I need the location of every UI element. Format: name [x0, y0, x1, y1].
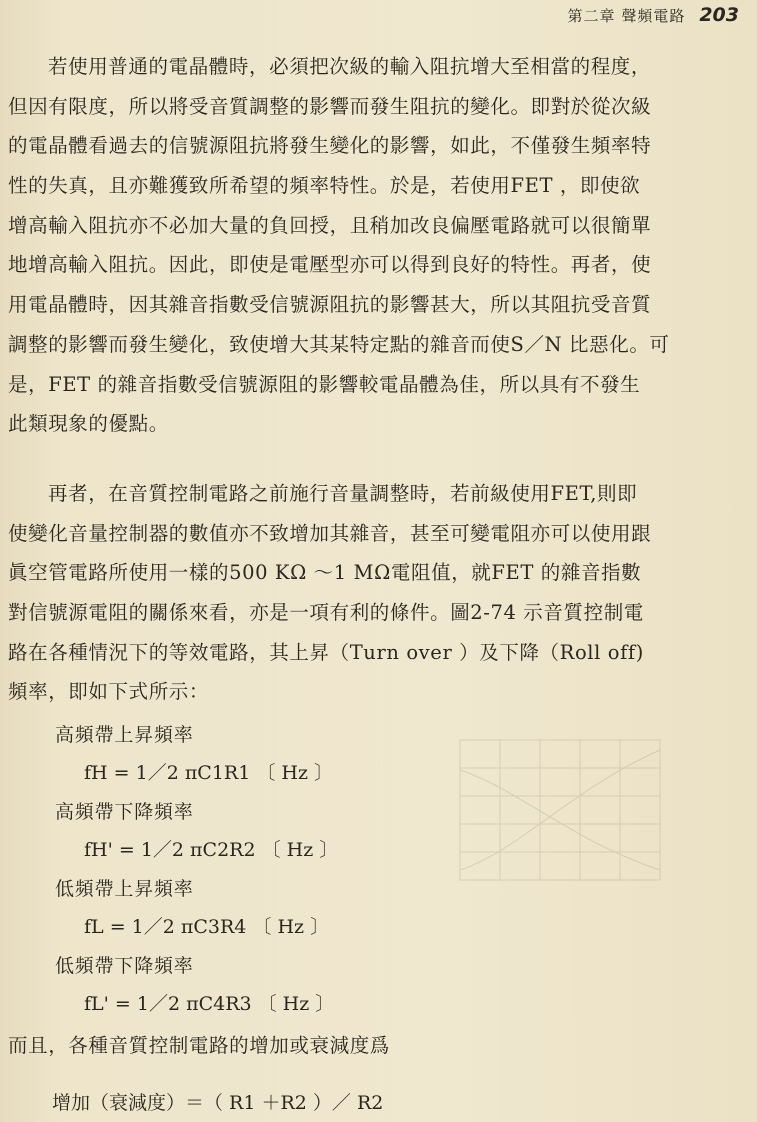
paragraph-2 [8, 474, 752, 712]
text-line: 地增高輸入阻抗。因此，即使是電壓型亦可以得到良好的特性。再者，使 [8, 253, 652, 277]
text-line: 路在各種情況下的等效電路，其上昇（Turn over ）及下降（Roll off) [8, 640, 644, 664]
formula-label-high-fall: 高頻帶下降頻率 [55, 801, 194, 823]
running-header [568, 4, 739, 28]
page-number: 203 [699, 4, 739, 26]
text-line: 的電晶體看過去的信號源阻抗將發生變化的影響，如此，不僅發生頻率特 [8, 134, 652, 158]
formula-label-low-rise: 低頻帶上昇頻率 [55, 878, 194, 900]
formula-high-fall: fH' = 1／2 πC2R2 〔 Hz 〕 [84, 839, 339, 861]
text-line: 對信號源電阻的關係來看，亦是一項有利的條件。圖2-74 示音質控制電 [8, 601, 644, 625]
text-line: 增高輸入阻抗亦不必加大量的負回授，且稍加改良偏壓電路就可以很簡單 [8, 213, 652, 237]
closing-line: 而且，各種音質控制電路的增加或衰減度爲 [8, 1034, 390, 1057]
text-line: 調整的影響而發生變化，致使增大其某特定點的雜音而使S／N 比惡化。可 [8, 332, 670, 356]
formula-label-low-fall: 低頻帶下降頻率 [55, 955, 194, 977]
text-line: 使變化音量控制器的數值亦不致增加其雜音，甚至可變電阻亦可以使用跟 [8, 521, 652, 545]
chapter-title: 第二章 聲頻電路 [567, 7, 686, 25]
paragraph-1 [8, 47, 752, 444]
text-line: 眞空管電路所使用一樣的500 KΩ ～1 MΩ電阻值，就FET 的雜音指數 [8, 561, 642, 585]
text-line: 是，FET 的雜音指數受信號源阻的影響較電晶體為佳，所以具有不發生 [8, 372, 641, 396]
formula-low-fall: fL' = 1／2 πC4R3 〔 Hz 〕 [84, 993, 335, 1015]
show-through-figure [450, 730, 690, 890]
text-line: 頻率，即如下式所示： [8, 680, 210, 704]
text-line: 用電晶體時，因其雜音指數受信號源阻抗的影響甚大，所以其阻抗受音質 [8, 293, 652, 317]
text-line: 若使用普通的電晶體時，必須把次級的輸入阻抗增大至相當的程度， [48, 55, 652, 78]
text-line: 性的失真，且亦難獲致所希望的頻率特性。於是，若使用FET ，即使欲 [8, 174, 641, 198]
formula-low-rise: fL = 1／2 πC3R4 〔 Hz 〕 [84, 916, 330, 938]
gain-formula: 增加（衰減度）＝（ R1 ＋R2 ）／ R2 [52, 1092, 384, 1114]
text-line: 此類現象的優點。 [8, 412, 169, 436]
text-line: 再者，在音質控制電路之前施行音量調整時，若前級使用FET,則即 [48, 482, 638, 505]
formula-high-rise: fH = 1／2 πC1R1 〔 Hz 〕 [84, 762, 334, 784]
text-line: 但因有限度，所以將受音質調整的影響而發生阻抗的變化。即對於從次級 [8, 94, 652, 118]
formula-label-high-rise: 高頻帶上昇頻率 [55, 724, 194, 746]
